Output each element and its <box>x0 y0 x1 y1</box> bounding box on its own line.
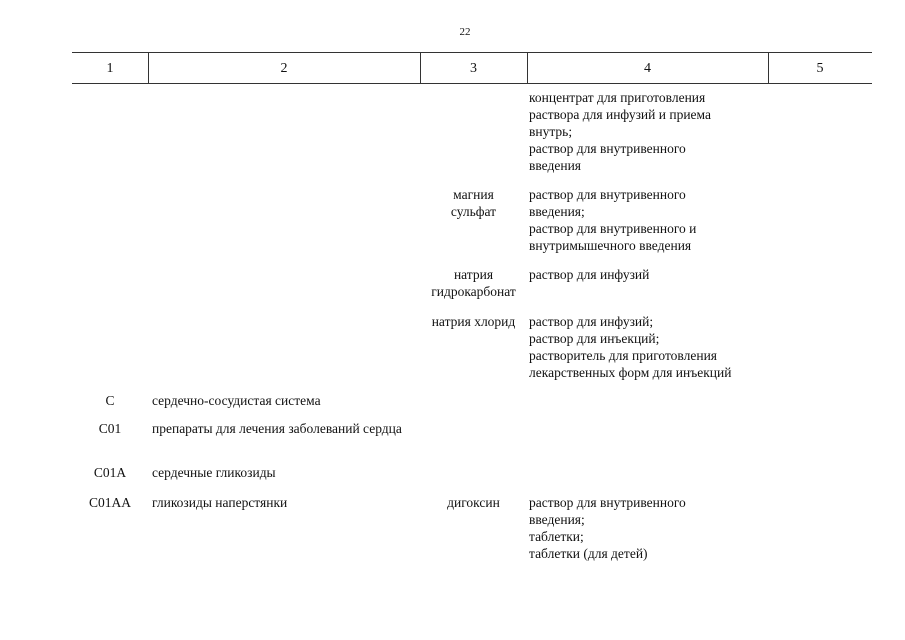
dosage-forms-line: таблетки; <box>529 529 584 544</box>
dosage-forms-line: внутрь; <box>529 124 573 139</box>
dosage-forms-line: лекарственных форм для инъекций <box>529 365 732 380</box>
column-header-5: 5 <box>816 61 824 76</box>
column-header-1: 1 <box>106 61 114 76</box>
drug-name-line: сульфат <box>450 204 497 219</box>
dosage-forms-line: введения; <box>529 512 585 527</box>
dosage-forms-line: раствор для инфузий <box>529 267 650 282</box>
drug-name <box>420 494 527 511</box>
atc-code: C <box>105 393 115 408</box>
dosage-forms-line: концентрат для приготовления <box>529 90 706 105</box>
column-header-4: 4 <box>644 61 651 76</box>
table-top-border <box>72 52 872 53</box>
dosage-forms <box>529 89 769 174</box>
dosage-forms-line: таблетки (для детей) <box>529 546 648 561</box>
drug-name-line: гидрокарбонат <box>431 284 516 299</box>
header-bottom-border <box>72 83 872 84</box>
dosage-forms-line: внутримышечного введения <box>529 238 692 253</box>
drug-name <box>420 313 527 330</box>
atc-code: C01AA <box>88 495 131 510</box>
dosage-forms <box>529 494 769 562</box>
column-header-2: 2 <box>280 61 288 76</box>
dosage-forms-line: растворитель для приготовления <box>529 348 718 363</box>
atc-code: C01A <box>93 465 127 480</box>
dosage-forms-line: раствора для инфузий и приема <box>529 107 711 122</box>
drug-name <box>420 266 527 300</box>
dosage-forms <box>529 186 769 254</box>
dosage-forms-line: раствор для инфузий; <box>529 314 654 329</box>
dosage-forms-line: введения <box>529 158 582 173</box>
drug-name-line: натрия <box>453 267 494 282</box>
drug-name-line: дигоксин <box>447 495 500 510</box>
anatomical-group-name: сердечные гликозиды <box>152 465 276 480</box>
anatomical-group-name: сердечно-сосудистая система <box>152 393 321 408</box>
drug-name-line: натрия хлорид <box>431 314 516 329</box>
drug-name <box>420 186 527 220</box>
dosage-forms-line: раствор для инъекций; <box>529 331 660 346</box>
page-number: 22 <box>459 26 471 38</box>
anatomical-group-name: гликозиды наперстянки <box>152 495 288 510</box>
dosage-forms-line: раствор для внутривенного <box>529 495 686 510</box>
dosage-forms <box>529 266 769 283</box>
dosage-forms-line: раствор для внутривенного и <box>529 221 697 236</box>
column-header-3: 3 <box>470 61 477 76</box>
anatomical-group-name: препараты для лечения заболеваний сердца <box>152 421 402 436</box>
drug-name-line: магния <box>453 187 494 202</box>
dosage-forms-line: раствор для внутривенного <box>529 187 686 202</box>
dosage-forms-line: введения; <box>529 204 585 219</box>
atc-code: C01 <box>98 421 122 436</box>
dosage-forms <box>529 313 769 381</box>
dosage-forms-line: раствор для внутривенного <box>529 141 686 156</box>
